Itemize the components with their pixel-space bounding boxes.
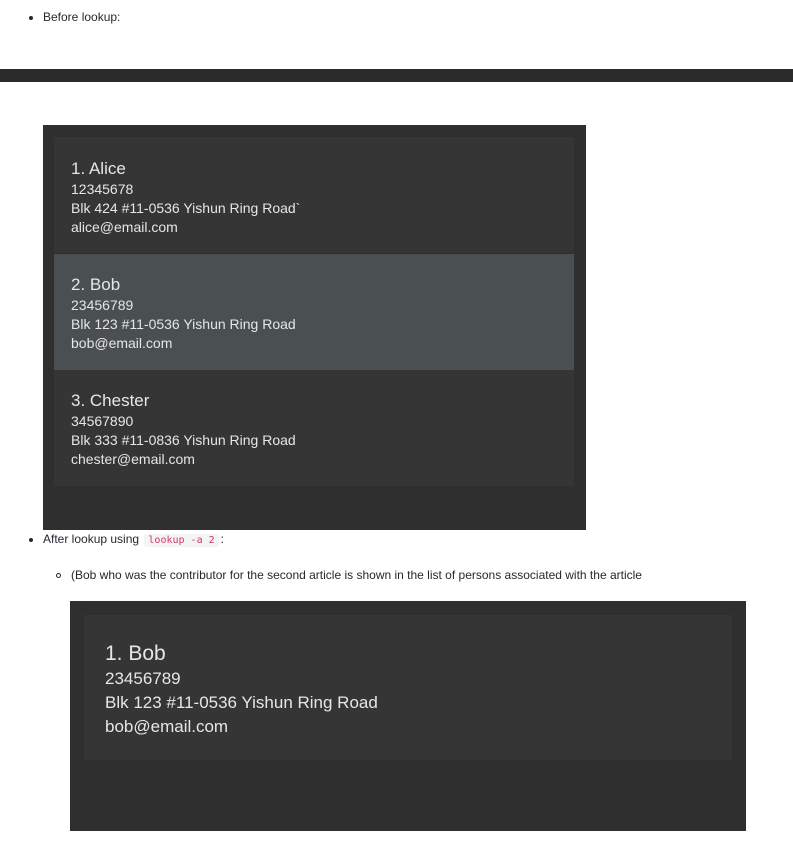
person-address: Blk 123 #11-0536 Yishun Ring Road [71, 316, 296, 332]
person-card-bob[interactable] [54, 254, 574, 370]
person-address: Blk 333 #11-0836 Yishun Ring Road [71, 432, 296, 448]
bullet-marker [29, 16, 33, 20]
after-lookup-prefix: After lookup using [43, 532, 140, 546]
after-lookup-suffix: : [220, 532, 224, 546]
person-email: chester@email.com [71, 451, 195, 467]
person-phone: 23456789 [71, 297, 134, 313]
person-address: Blk 123 #11-0536 Yishun Ring Road [105, 693, 378, 712]
lookup-command-code: lookup -a 2 [144, 534, 218, 547]
person-phone: 23456789 [105, 669, 181, 688]
person-name: 1. Alice [71, 159, 126, 178]
person-name: 2. Bob [71, 275, 121, 294]
bullet-marker [29, 538, 33, 542]
person-email: bob@email.com [71, 335, 173, 351]
person-list-panel-before [43, 125, 586, 530]
person-list-panel-after [70, 601, 746, 831]
after-lookup-label [43, 531, 224, 549]
person-email: alice@email.com [71, 219, 178, 235]
person-name: 1. Bob [105, 642, 166, 665]
before-lookup-label: Before lookup: [43, 10, 121, 24]
person-phone: 12345678 [71, 181, 134, 197]
person-address: Blk 424 #11-0536 Yishun Ring Road` [71, 200, 301, 216]
after-lookup-note: (Bob who was the contributor for the second article is shown in the list of persons associated with the article [71, 568, 642, 582]
horizontal-divider [0, 69, 793, 82]
person-card-chester[interactable] [54, 370, 574, 486]
person-card-alice[interactable] [54, 137, 574, 253]
person-email: bob@email.com [105, 717, 229, 736]
sub-bullet-marker [56, 573, 61, 578]
person-phone: 34567890 [71, 413, 134, 429]
person-card-bob[interactable] [84, 615, 732, 760]
person-name: 3. Chester [71, 391, 150, 410]
